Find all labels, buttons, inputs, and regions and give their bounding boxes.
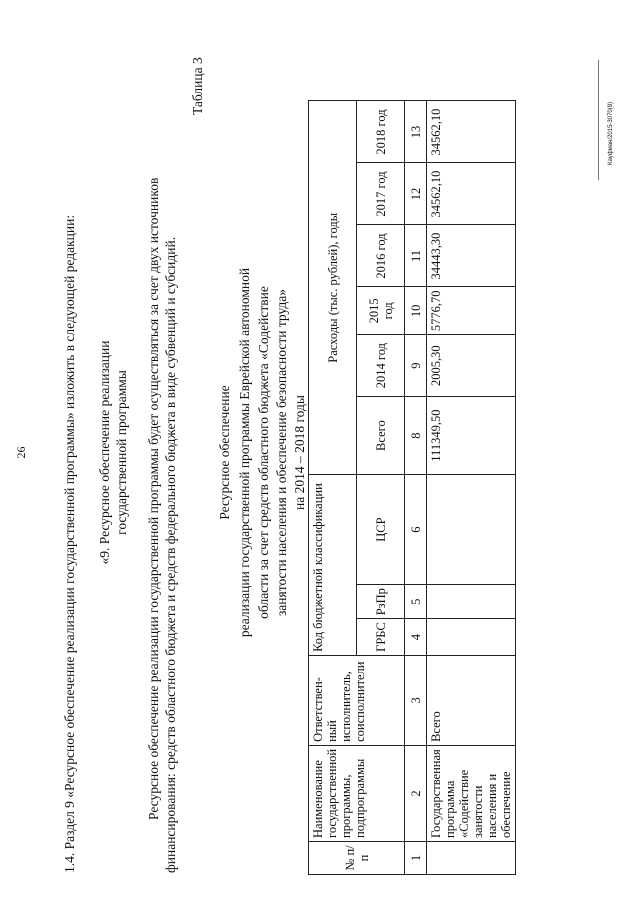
header-total: Всего [357,397,405,475]
footer-rule [598,60,599,180]
table-title-line-5: на 2014 – 2018 годы [292,395,307,510]
column-number: 6 [405,475,427,585]
header-2014: 2014 год [357,335,405,397]
column-number: 1 [405,842,427,875]
header-2017: 2017 год [357,163,405,225]
row-grbs [427,619,516,656]
header-name: Наименование государственной программы, подпрограммы [309,745,405,841]
column-number: 13 [405,101,427,163]
table-title-line-3: области за счет средств областного бюджета «Содействие [256,286,271,619]
table-title-line-1: Ресурсное обеспечение [217,385,232,520]
header-grbs: ГРБС [357,619,405,656]
page-number: 26 [14,446,28,459]
row-responsible: Всего [427,655,516,745]
header-rzpr: РзПр [357,585,405,619]
row-rzpr [427,585,516,619]
column-number: 12 [405,163,427,225]
table-title-line-4: занятости населения и обеспечение безопасности труда» [274,288,289,617]
column-number: 11 [405,225,427,287]
paragraph-line-2: финансирования: средств областного бюджета и средств федерального бюджета в виде субвенций и субсидий. [163,236,178,873]
table-label: Таблица 3 [190,57,205,115]
section-title-line-2: государственной программы [114,370,129,535]
resource-table [308,101,516,876]
row-num [427,842,516,875]
row-2016: 34443,30 [427,225,516,287]
column-number: 8 [405,397,427,475]
header-2015: 2015 год [357,287,405,335]
column-number: 9 [405,335,427,397]
header-2018: 2018 год [357,101,405,163]
row-2015: 5776,70 [427,287,516,335]
row-csr [427,475,516,585]
header-num: № п/п [309,842,405,875]
header-2016: 2016 год [357,225,405,287]
column-number: 5 [405,585,427,619]
header-csr: ЦСР [357,475,405,585]
paragraph-line-1: Ресурсное обеспечение реализации государственной программы будет осуществляться за счет двух источников [146,177,161,820]
column-number: 10 [405,287,427,335]
column-number: 4 [405,619,427,656]
header-expenses: Расходы (тыс. рублей), годы [309,101,357,475]
row-program-name: Государственная программа «Содействие занятости населения и обеспечение [427,745,516,841]
amendment-heading: 1.4. Раздел 9 «Ресурсное обеспечение реализации государственной программы» изложить в следующей редакции: [62,214,77,873]
row-total: 111349,50 [427,397,516,475]
row-2018: 34562,10 [427,101,516,163]
section-title-line-1: «9. Ресурсное обеспечение реализации [97,340,112,565]
row-2014: 2005,30 [427,335,516,397]
row-2017: 34562,10 [427,163,516,225]
column-number: 2 [405,745,427,841]
header-budget-code: Код бюджетной классификации [309,475,357,656]
footer-code: Кауфман/2015-3070(8) [608,101,614,165]
header-responsible: Ответствен-ный исполнитель, соисполнители [309,655,405,745]
table-title-line-2: реализации государственной программы Еврейской автономной [237,267,252,638]
column-number: 3 [405,655,427,745]
